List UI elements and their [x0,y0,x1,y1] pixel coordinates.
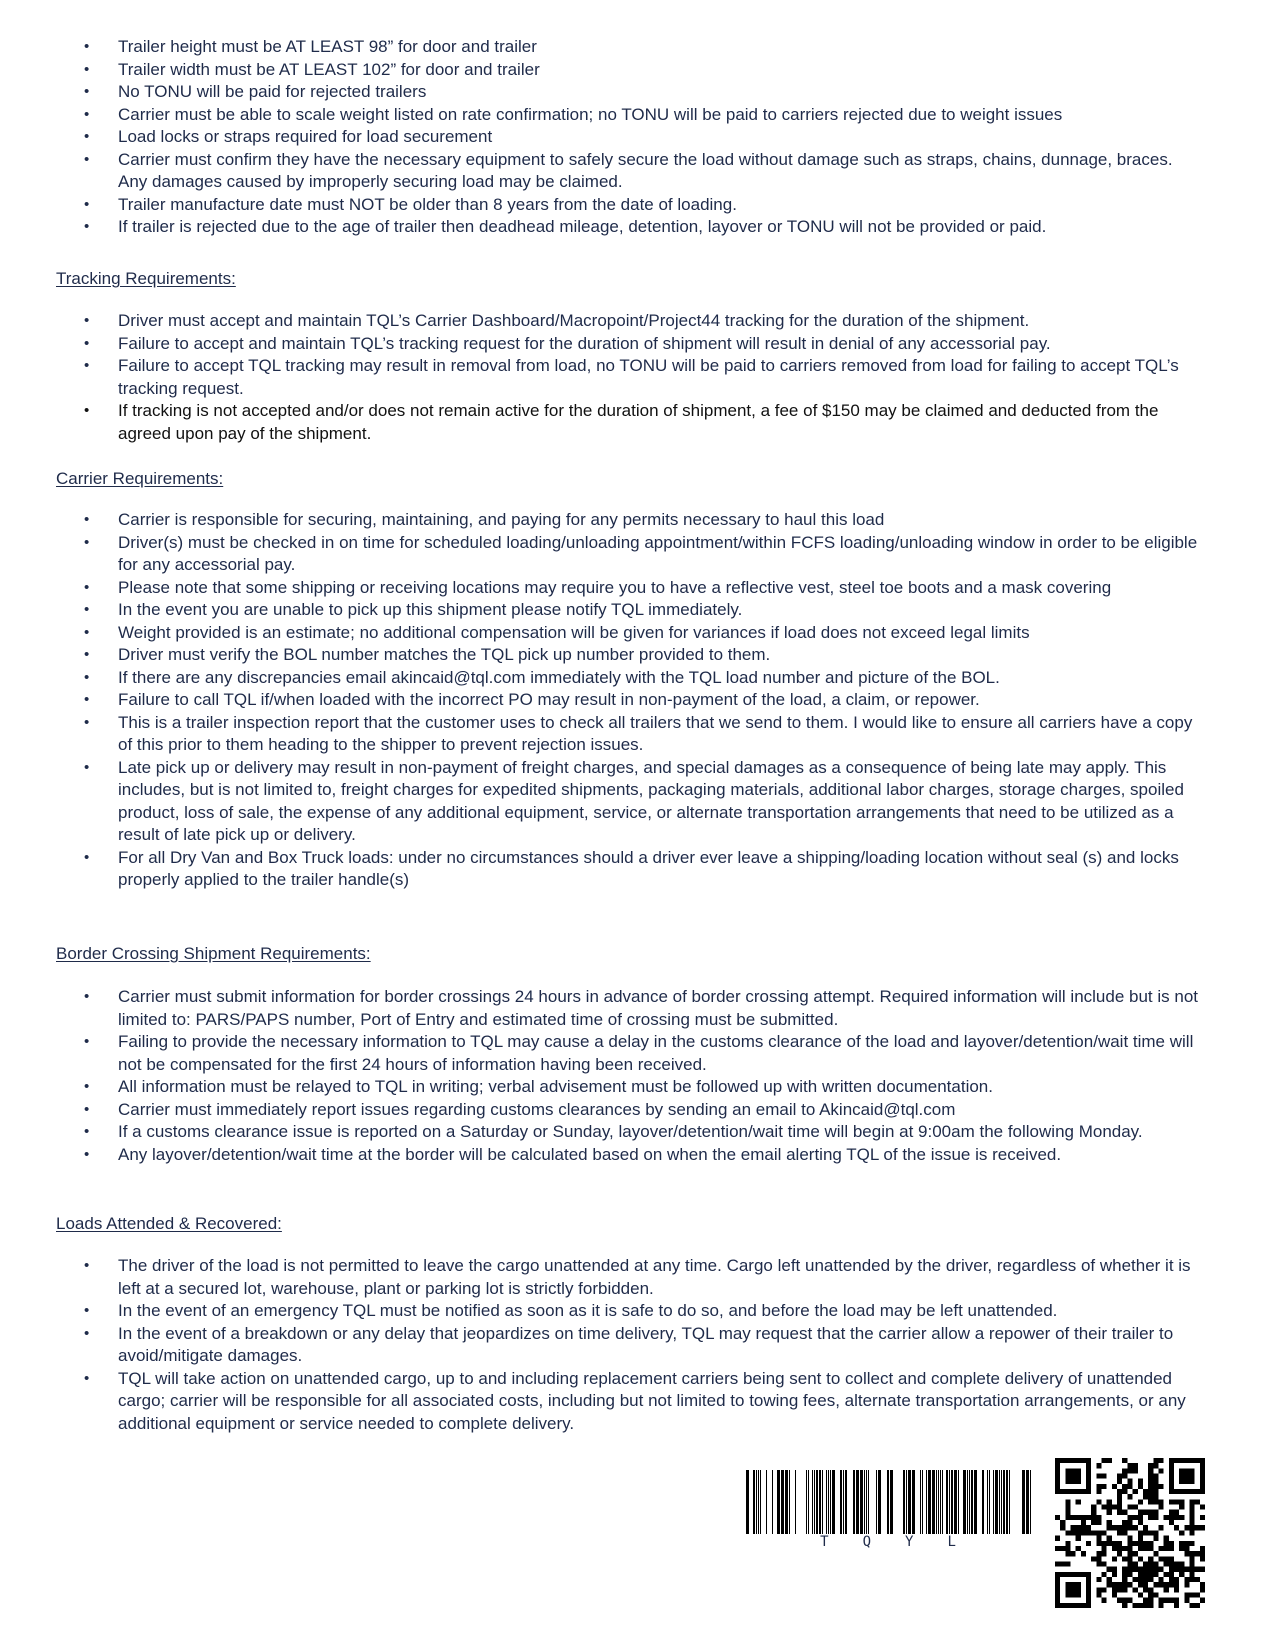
list-item: • No TONU will be paid for rejected trailers [0,81,1275,104]
border-crossing-heading: Border Crossing Shipment Requirements: [56,944,371,963]
bullet: • [84,1033,90,1050]
list-item: • If there are any discrepancies email akincaid@tql.com immediately with the TQL load number and picture of the BOL. [0,667,1275,690]
list-item: • TQL will take action on unattended cargo, up to and including replacement carriers being sent to collect and complete delivery of unattended cargo; carrier will be responsible for all associated costs, including but not limited to towing fees, alternate transportation arrangements, or any additional equipment or service needed to complete delivery. [84,1368,1186,1433]
list-item: • Load locks or straps required for load securement [0,126,1275,149]
list-item: • Weight provided is an estimate; no additional compensation will be given for variances if load does not exceed legal limits [0,622,1275,645]
bullet: • [84,1123,90,1140]
bullet: • [84,334,90,352]
barcode-human-readable [746,1534,1032,1550]
bullet: • [84,105,90,123]
bullet: • [84,646,90,663]
list-item: • In the event you are unable to pick up this shipment please notify TQL immediately. [0,599,1275,622]
barcode-char: Y [905,1534,916,1550]
list-item: • In the event of a breakdown or any delay that jeopardizes on time delivery, TQL may request that the carrier allow a repower of their trailer to avoid/mitigate damages. [84,1323,1174,1365]
list-item: • Driver must accept and maintain TQL’s Carrier Dashboard/Macropoint/Project44 tracking for the duration of the shipment. [0,310,1275,333]
list-item: • Trailer height must be AT LEAST 98” for door and trailer [0,36,1275,59]
list-item: • In the event of an emergency TQL must be notified as soon as it is safe to do so, and before the load may be left unattended. [0,1300,1275,1323]
bullet: • [84,511,90,528]
bullet: • [84,402,90,419]
carrier-requirements-list [0,509,1275,892]
list-item: • Failing to provide the necessary information to TQL may cause a delay in the customs clearance of the load and layover/detention/wait time will not be compensated for the first 24 hours of information having been received. [84,1032,1194,1074]
bullet: • [84,1302,90,1319]
list-item: • If a customs clearance issue is reported on a Saturday or Sunday, layover/detention/wait time will begin at 9:00am the following Monday. [0,1121,1275,1144]
list-item: • The driver of the load is not permitted to leave the cargo unattended at any time. Cargo left unattended by the driver, regardless of whether it is left at a secured lot, warehouse, plant or parking lot is strictly forbidden. [84,1256,1191,1298]
list-item: • Driver(s) must be checked in on time for scheduled loading/unloading appointment/within FCFS loading/unloading window in order to be eligible for any accessorial pay. [84,532,1198,574]
bullet: • [84,988,90,1005]
loads-attended-list [0,1255,1275,1435]
list-item: • Carrier must submit information for border crossings 24 hours in advance of border crossing attempt. Required information will include but is not limited to: PARS/PAPS number, Port of Entry and estimated time of crossing must be submitted. [84,987,1198,1029]
bullet: • [84,195,90,213]
tracking-requirements-heading: Tracking Requirements: [56,269,236,288]
barcode-char: Q [862,1534,873,1550]
tracking-requirements-list [0,310,1275,445]
bullet: • [84,1369,90,1387]
list-item: • Trailer width must be AT LEAST 102” for door and trailer [0,59,1275,82]
list-item: • Carrier is responsible for securing, maintaining, and paying for any permits necessary to haul this load [0,509,1275,532]
list-item: • Please note that some shipping or receiving locations may require you to have a reflective vest, steel toe boots and a mask covering [0,577,1275,600]
barcode-char: T [820,1534,831,1550]
bullet: • [84,218,90,235]
bullet: • [84,758,90,776]
qr-code-image [1055,1458,1205,1608]
border-crossing-list [0,986,1275,1166]
list-item: • Any layover/detention/wait time at the border will be calculated based on when the email alerting TQL of the issue is received. [0,1144,1275,1167]
list-item: • If tracking is not accepted and/or does not remain active for the duration of shipment, a fee of $150 may be claimed and deducted from the agreed upon pay of the shipment. [84,401,1159,443]
bullet: • [84,150,90,168]
bullet: • [84,713,90,731]
list-item: • Trailer manufacture date must NOT be older than 8 years from the date of loading. [0,194,1275,217]
list-item: • Carrier must immediately report issues regarding customs clearances by sending an email to Akincaid@tql.com [0,1099,1275,1122]
bullet: • [84,128,90,145]
bullet: • [84,1145,90,1163]
barcode-image [746,1470,1032,1542]
bullet: • [84,1257,90,1274]
list-item: • Driver must verify the BOL number matches the TQL pick up number provided to them. [0,644,1275,667]
bullet: • [84,1100,90,1118]
list-item: • Carrier must be able to scale weight listed on rate confirmation; no TONU will be paid to carriers rejected due to weight issues [0,104,1275,127]
list-item: • Failure to accept and maintain TQL’s tracking request for the duration of shipment will result in denial of any accessorial pay. [0,333,1275,356]
carrier-requirements-heading: Carrier Requirements: [56,469,224,488]
list-item: • Carrier must confirm they have the necessary equipment to safely secure the load without damage such as straps, chains, dunnage, braces. Any damages caused by improperly securing load may be claimed. [84,149,1173,191]
bullet: • [84,623,90,641]
bullet: • [84,312,90,329]
list-item: • This is a trailer inspection report that the customer uses to check all trailers that we send to them. I would like to ensure all carriers have a copy of this prior to them heading to the shipper to prevent rejection issues. [84,712,1193,754]
list-item: • Late pick up or delivery may result in non-payment of freight charges, and special damages as a consequence of being late may apply. This includes, but is not limited to, freight charges for expedited shipments, packaging materials, additional labor charges, storage charges, spoiled product, loss of sale, the expense of any additional equipment, service, or alternate transportation arrangements that need to be utilized as a result of late pick up or delivery. [84,757,1184,844]
bullet: • [84,601,90,618]
bullet: • [84,668,90,686]
bullet: • [84,60,90,78]
barcode-char: L [947,1534,958,1550]
bullet: • [84,1078,90,1095]
bullet: • [84,83,90,100]
list-item: • All information must be relayed to TQL in writing; verbal advisement must be followed up with written documentation. [0,1076,1275,1099]
bullet: • [84,691,90,708]
bullet: • [84,1324,90,1342]
loads-attended-heading: Loads Attended & Recovered: [56,1214,282,1233]
footer-codes [746,1458,1206,1618]
trailer-requirements-list [0,36,1275,239]
list-item: • For all Dry Van and Box Truck loads: under no circumstances should a driver ever leave a shipping/loading location without seal (s) and locks properly applied to the trailer handle(s) [84,847,1179,889]
bullet: • [84,848,90,866]
bullet: • [84,357,90,374]
list-item: • Failure to accept TQL tracking may result in removal from load, no TONU will be paid to carriers removed from load for failing to accept TQL’s tracking request. [84,356,1179,398]
list-item: • Failure to call TQL if/when loaded with the incorrect PO may result in non-payment of the load, a claim, or repower. [0,689,1275,712]
bullet: • [84,578,90,596]
list-item: • If trailer is rejected due to the age of trailer then deadhead mileage, detention, layover or TONU will not be provided or paid. [0,216,1275,239]
bullet: • [84,533,90,551]
bullet: • [84,38,90,55]
